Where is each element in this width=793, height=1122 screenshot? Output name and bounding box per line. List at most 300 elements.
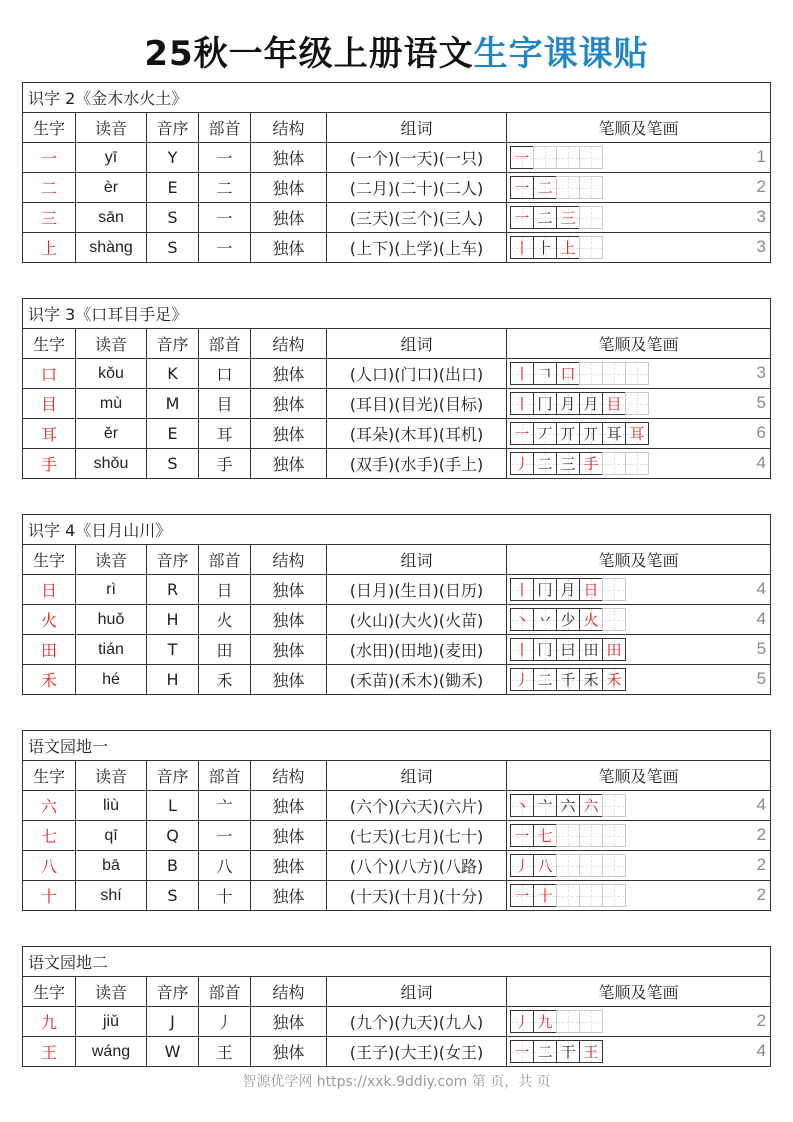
word-examples: (九个)(九天)(九人) bbox=[327, 1007, 507, 1037]
stroke-box bbox=[556, 452, 580, 475]
stroke-step: 冂 bbox=[537, 395, 553, 413]
stroke-box bbox=[625, 392, 649, 415]
stroke-step: 六 bbox=[583, 797, 599, 815]
stroke-step: 丨 bbox=[514, 641, 530, 659]
stroke-box bbox=[556, 422, 580, 445]
stroke-box bbox=[510, 824, 534, 847]
initial-letter: M bbox=[147, 389, 199, 419]
stroke-box bbox=[533, 668, 557, 691]
stroke-count: 3 bbox=[756, 207, 767, 226]
stroke-step: 一 bbox=[514, 425, 530, 443]
column-header: 音序 bbox=[147, 545, 199, 575]
structure: 独体 bbox=[251, 419, 327, 449]
radical: 丿 bbox=[199, 1007, 251, 1037]
radical: 手 bbox=[199, 449, 251, 479]
character: 耳 bbox=[23, 419, 76, 449]
initial-letter: S bbox=[147, 449, 199, 479]
stroke-order bbox=[507, 851, 771, 881]
structure: 独体 bbox=[251, 233, 327, 263]
radical: 口 bbox=[199, 359, 251, 389]
stroke-box bbox=[556, 1040, 580, 1063]
stroke-box bbox=[556, 146, 580, 169]
header-row bbox=[23, 761, 771, 791]
stroke-box bbox=[510, 362, 534, 385]
character: 一 bbox=[23, 143, 76, 173]
table-row bbox=[23, 359, 771, 389]
structure: 独体 bbox=[251, 605, 327, 635]
word-examples: (二月)(二十)(二人) bbox=[327, 173, 507, 203]
stroke-box bbox=[579, 422, 603, 445]
stroke-grid bbox=[510, 1040, 602, 1063]
stroke-box bbox=[579, 452, 603, 475]
stroke-step: 丿 bbox=[514, 857, 530, 875]
lesson-section bbox=[22, 298, 770, 479]
stroke-step: 二 bbox=[537, 179, 553, 197]
stroke-grid bbox=[510, 794, 625, 817]
stroke-step: 丆 bbox=[537, 425, 553, 443]
column-header: 生字 bbox=[23, 761, 76, 791]
column-header: 音序 bbox=[147, 761, 199, 791]
stroke-box bbox=[602, 824, 626, 847]
stroke-box bbox=[533, 146, 557, 169]
section-caption-row bbox=[23, 731, 771, 761]
stroke-box bbox=[533, 854, 557, 877]
word-examples: (日月)(生日)(日历) bbox=[327, 575, 507, 605]
word-examples: (耳目)(目光)(目标) bbox=[327, 389, 507, 419]
stroke-box bbox=[625, 362, 649, 385]
stroke-step: 一 bbox=[514, 1043, 530, 1061]
stroke-step: 丶 bbox=[514, 797, 530, 815]
column-header: 组词 bbox=[327, 113, 507, 143]
stroke-box bbox=[602, 422, 626, 445]
character: 火 bbox=[23, 605, 76, 635]
stroke-box bbox=[579, 176, 603, 199]
column-header: 笔顺及笔画 bbox=[507, 545, 771, 575]
stroke-box bbox=[510, 236, 534, 259]
stroke-box bbox=[533, 452, 557, 475]
stroke-box bbox=[602, 884, 626, 907]
section-caption: 语文园地二 bbox=[23, 947, 771, 977]
stroke-step: 丶 bbox=[514, 611, 530, 629]
stroke-box bbox=[533, 1010, 557, 1033]
pinyin: sān bbox=[76, 203, 147, 233]
stroke-order bbox=[507, 143, 771, 173]
stroke-box bbox=[533, 392, 557, 415]
stroke-box bbox=[510, 422, 534, 445]
stroke-step: 二 bbox=[537, 455, 553, 473]
title-highlight: 生字课课贴 bbox=[473, 34, 649, 74]
character: 上 bbox=[23, 233, 76, 263]
stroke-step: 二 bbox=[537, 671, 553, 689]
column-header: 部首 bbox=[199, 545, 251, 575]
stroke-box bbox=[510, 146, 534, 169]
column-header: 生字 bbox=[23, 545, 76, 575]
stroke-box bbox=[556, 236, 580, 259]
table-row bbox=[23, 203, 771, 233]
stroke-step: 三 bbox=[560, 209, 576, 227]
character-table bbox=[22, 82, 771, 263]
stroke-box bbox=[579, 608, 603, 631]
column-header: 结构 bbox=[251, 545, 327, 575]
stroke-step: 一 bbox=[514, 149, 530, 167]
stroke-count: 4 bbox=[756, 453, 767, 472]
stroke-step: 上 bbox=[560, 239, 576, 257]
stroke-grid bbox=[510, 422, 648, 445]
radical: 二 bbox=[199, 173, 251, 203]
character: 田 bbox=[23, 635, 76, 665]
section-caption: 识字 4《日月山川》 bbox=[23, 515, 771, 545]
stroke-step: 日 bbox=[583, 581, 599, 599]
initial-letter: R bbox=[147, 575, 199, 605]
column-header: 结构 bbox=[251, 329, 327, 359]
structure: 独体 bbox=[251, 665, 327, 695]
stroke-step: 月 bbox=[560, 395, 576, 413]
pinyin: rì bbox=[76, 575, 147, 605]
stroke-box bbox=[556, 854, 580, 877]
stroke-box bbox=[510, 578, 534, 601]
radical: 亠 bbox=[199, 791, 251, 821]
initial-letter: T bbox=[147, 635, 199, 665]
column-header: 组词 bbox=[327, 545, 507, 575]
stroke-box bbox=[556, 608, 580, 631]
stroke-box bbox=[602, 668, 626, 691]
word-examples: (火山)(大火)(火苗) bbox=[327, 605, 507, 635]
word-examples: (上下)(上学)(上车) bbox=[327, 233, 507, 263]
table-row bbox=[23, 821, 771, 851]
stroke-box bbox=[602, 362, 626, 385]
initial-letter: W bbox=[147, 1037, 199, 1067]
stroke-step: 田 bbox=[606, 641, 622, 659]
stroke-step: 耳 bbox=[629, 425, 645, 443]
stroke-box bbox=[533, 794, 557, 817]
column-header: 笔顺及笔画 bbox=[507, 977, 771, 1007]
stroke-box bbox=[602, 608, 626, 631]
stroke-step: 千 bbox=[560, 671, 576, 689]
structure: 独体 bbox=[251, 389, 327, 419]
structure: 独体 bbox=[251, 173, 327, 203]
word-examples: (六个)(六天)(六片) bbox=[327, 791, 507, 821]
stroke-box bbox=[533, 638, 557, 661]
stroke-box bbox=[579, 638, 603, 661]
stroke-order bbox=[507, 881, 771, 911]
radical: 十 bbox=[199, 881, 251, 911]
stroke-box bbox=[533, 206, 557, 229]
stroke-box bbox=[510, 1040, 534, 1063]
table-row bbox=[23, 1007, 771, 1037]
pinyin: wáng bbox=[76, 1037, 147, 1067]
header-row bbox=[23, 977, 771, 1007]
lesson-section bbox=[22, 514, 770, 695]
stroke-order bbox=[507, 821, 771, 851]
word-examples: (八个)(八方)(八路) bbox=[327, 851, 507, 881]
stroke-box bbox=[556, 176, 580, 199]
radical: 一 bbox=[199, 143, 251, 173]
stroke-step: 禾 bbox=[606, 671, 622, 689]
stroke-count: 1 bbox=[756, 147, 767, 166]
character: 九 bbox=[23, 1007, 76, 1037]
stroke-step: 口 bbox=[560, 365, 576, 383]
stroke-box bbox=[556, 824, 580, 847]
column-header: 读音 bbox=[76, 761, 147, 791]
stroke-box bbox=[510, 794, 534, 817]
word-examples: (人口)(门口)(出口) bbox=[327, 359, 507, 389]
stroke-grid bbox=[510, 236, 602, 259]
stroke-box bbox=[533, 824, 557, 847]
stroke-count: 5 bbox=[756, 393, 767, 412]
stroke-step: 丌 bbox=[560, 425, 576, 443]
stroke-count: 3 bbox=[756, 237, 767, 256]
column-header: 部首 bbox=[199, 329, 251, 359]
initial-letter: E bbox=[147, 173, 199, 203]
structure: 独体 bbox=[251, 449, 327, 479]
stroke-step: 丨 bbox=[514, 239, 530, 257]
column-header: 部首 bbox=[199, 977, 251, 1007]
column-header: 生字 bbox=[23, 113, 76, 143]
table-row bbox=[23, 1037, 771, 1067]
stroke-box bbox=[625, 452, 649, 475]
table-row bbox=[23, 881, 771, 911]
stroke-box bbox=[602, 392, 626, 415]
pinyin: kǒu bbox=[76, 359, 147, 389]
radical: 王 bbox=[199, 1037, 251, 1067]
pinyin: ěr bbox=[76, 419, 147, 449]
stroke-step: 火 bbox=[583, 611, 599, 629]
structure: 独体 bbox=[251, 635, 327, 665]
character: 目 bbox=[23, 389, 76, 419]
character: 七 bbox=[23, 821, 76, 851]
table-row bbox=[23, 665, 771, 695]
stroke-count: 6 bbox=[756, 423, 767, 442]
pinyin: yī bbox=[76, 143, 147, 173]
structure: 独体 bbox=[251, 359, 327, 389]
stroke-box bbox=[579, 824, 603, 847]
initial-letter: E bbox=[147, 419, 199, 449]
stroke-box bbox=[602, 638, 626, 661]
stroke-box bbox=[510, 176, 534, 199]
stroke-box bbox=[579, 1040, 603, 1063]
column-header: 读音 bbox=[76, 545, 147, 575]
column-header: 组词 bbox=[327, 329, 507, 359]
stroke-step: 冂 bbox=[537, 581, 553, 599]
stroke-step: 丨 bbox=[514, 365, 530, 383]
word-examples: (禾苗)(禾木)(锄禾) bbox=[327, 665, 507, 695]
stroke-step: 一 bbox=[514, 179, 530, 197]
structure: 独体 bbox=[251, 203, 327, 233]
pinyin: tián bbox=[76, 635, 147, 665]
character: 日 bbox=[23, 575, 76, 605]
table-row bbox=[23, 389, 771, 419]
header-row bbox=[23, 113, 771, 143]
pinyin: qī bbox=[76, 821, 147, 851]
table-row bbox=[23, 173, 771, 203]
stroke-box bbox=[510, 392, 534, 415]
stroke-box bbox=[556, 392, 580, 415]
radical: 耳 bbox=[199, 419, 251, 449]
stroke-box bbox=[510, 668, 534, 691]
stroke-step: 月 bbox=[583, 395, 599, 413]
stroke-order bbox=[507, 605, 771, 635]
stroke-box bbox=[602, 854, 626, 877]
stroke-box bbox=[556, 362, 580, 385]
word-examples: (王子)(大王)(女王) bbox=[327, 1037, 507, 1067]
stroke-step: 曰 bbox=[560, 641, 576, 659]
page-footer: 智源优学网 https://xxk.9ddiy.com 第 页，共 页 bbox=[242, 1074, 551, 1090]
stroke-step: 二 bbox=[537, 209, 553, 227]
character: 六 bbox=[23, 791, 76, 821]
stroke-count: 2 bbox=[756, 885, 767, 904]
stroke-count: 4 bbox=[756, 795, 767, 814]
stroke-box bbox=[602, 452, 626, 475]
stroke-box bbox=[533, 578, 557, 601]
column-header: 读音 bbox=[76, 977, 147, 1007]
radical: 田 bbox=[199, 635, 251, 665]
column-header: 音序 bbox=[147, 977, 199, 1007]
table-row bbox=[23, 419, 771, 449]
stroke-step: 丌 bbox=[583, 425, 599, 443]
stroke-box bbox=[533, 236, 557, 259]
stroke-box bbox=[556, 668, 580, 691]
stroke-box bbox=[510, 638, 534, 661]
column-header: 音序 bbox=[147, 329, 199, 359]
stroke-count: 4 bbox=[756, 579, 767, 598]
stroke-box bbox=[579, 392, 603, 415]
stroke-box bbox=[579, 236, 603, 259]
stroke-step: 八 bbox=[537, 857, 553, 875]
stroke-count: 2 bbox=[756, 1011, 767, 1030]
structure: 独体 bbox=[251, 791, 327, 821]
stroke-step: ⺊ bbox=[537, 239, 553, 257]
stroke-box bbox=[533, 884, 557, 907]
structure: 独体 bbox=[251, 575, 327, 605]
column-header: 结构 bbox=[251, 761, 327, 791]
stroke-box bbox=[510, 452, 534, 475]
character-table bbox=[22, 730, 771, 911]
stroke-step: 耳 bbox=[606, 425, 622, 443]
stroke-box bbox=[510, 884, 534, 907]
word-examples: (三天)(三个)(三人) bbox=[327, 203, 507, 233]
character: 十 bbox=[23, 881, 76, 911]
stroke-step: 月 bbox=[560, 581, 576, 599]
stroke-count: 4 bbox=[756, 609, 767, 628]
stroke-box bbox=[510, 1010, 534, 1033]
structure: 独体 bbox=[251, 1007, 327, 1037]
radical: 一 bbox=[199, 821, 251, 851]
stroke-box bbox=[533, 608, 557, 631]
initial-letter: S bbox=[147, 881, 199, 911]
pinyin: bā bbox=[76, 851, 147, 881]
stroke-count: 5 bbox=[756, 639, 767, 658]
column-header: 读音 bbox=[76, 329, 147, 359]
column-header: 读音 bbox=[76, 113, 147, 143]
stroke-step: 丨 bbox=[514, 395, 530, 413]
stroke-box bbox=[533, 362, 557, 385]
stroke-count: 2 bbox=[756, 825, 767, 844]
stroke-box bbox=[533, 176, 557, 199]
column-header: 生字 bbox=[23, 329, 76, 359]
stroke-box bbox=[579, 854, 603, 877]
pinyin: shí bbox=[76, 881, 147, 911]
stroke-step: 田 bbox=[583, 641, 599, 659]
pinyin: shàng bbox=[76, 233, 147, 263]
initial-letter: H bbox=[147, 665, 199, 695]
stroke-grid bbox=[510, 884, 625, 907]
table-row bbox=[23, 851, 771, 881]
stroke-step: 七 bbox=[537, 827, 553, 845]
column-header: 笔顺及笔画 bbox=[507, 761, 771, 791]
character-table bbox=[22, 946, 771, 1067]
title-main: 25秋一年级上册语文 bbox=[144, 34, 474, 74]
column-header: 生字 bbox=[23, 977, 76, 1007]
stroke-step: 丨 bbox=[514, 581, 530, 599]
section-caption: 语文园地一 bbox=[23, 731, 771, 761]
table-row bbox=[23, 635, 771, 665]
structure: 独体 bbox=[251, 143, 327, 173]
section-caption-row bbox=[23, 299, 771, 329]
radical: 一 bbox=[199, 233, 251, 263]
stroke-box bbox=[579, 206, 603, 229]
initial-letter: Q bbox=[147, 821, 199, 851]
stroke-order bbox=[507, 233, 771, 263]
lesson-section bbox=[22, 82, 770, 263]
stroke-box bbox=[533, 422, 557, 445]
stroke-order bbox=[507, 791, 771, 821]
column-header: 部首 bbox=[199, 761, 251, 791]
stroke-count: 4 bbox=[756, 1041, 767, 1060]
column-header: 结构 bbox=[251, 113, 327, 143]
stroke-box bbox=[556, 578, 580, 601]
character: 八 bbox=[23, 851, 76, 881]
stroke-box bbox=[579, 146, 603, 169]
character: 禾 bbox=[23, 665, 76, 695]
word-examples: (双手)(水手)(手上) bbox=[327, 449, 507, 479]
stroke-order bbox=[507, 1007, 771, 1037]
stroke-box bbox=[579, 884, 603, 907]
column-header: 组词 bbox=[327, 761, 507, 791]
section-caption-row bbox=[23, 83, 771, 113]
stroke-grid bbox=[510, 176, 602, 199]
stroke-step: 一 bbox=[514, 887, 530, 905]
pinyin: liù bbox=[76, 791, 147, 821]
stroke-box bbox=[510, 854, 534, 877]
stroke-box bbox=[556, 1010, 580, 1033]
stroke-step: 十 bbox=[537, 887, 553, 905]
initial-letter: J bbox=[147, 1007, 199, 1037]
stroke-step: 一 bbox=[514, 827, 530, 845]
stroke-grid bbox=[510, 206, 602, 229]
character: 手 bbox=[23, 449, 76, 479]
stroke-order bbox=[507, 419, 771, 449]
page-title bbox=[0, 26, 793, 75]
character-table bbox=[22, 514, 771, 695]
word-examples: (十天)(十月)(十分) bbox=[327, 881, 507, 911]
stroke-step: 一 bbox=[514, 209, 530, 227]
radical: 一 bbox=[199, 203, 251, 233]
stroke-box bbox=[510, 608, 534, 631]
word-examples: (七天)(七月)(七十) bbox=[327, 821, 507, 851]
character: 口 bbox=[23, 359, 76, 389]
stroke-step: 丿 bbox=[514, 455, 530, 473]
stroke-box bbox=[579, 794, 603, 817]
stroke-order bbox=[507, 449, 771, 479]
stroke-order bbox=[507, 665, 771, 695]
stroke-count: 3 bbox=[756, 363, 767, 382]
stroke-step: 禾 bbox=[583, 671, 599, 689]
stroke-grid bbox=[510, 824, 625, 847]
stroke-box bbox=[556, 638, 580, 661]
table-row bbox=[23, 233, 771, 263]
stroke-step: 冂 bbox=[537, 641, 553, 659]
stroke-count: 2 bbox=[756, 855, 767, 874]
